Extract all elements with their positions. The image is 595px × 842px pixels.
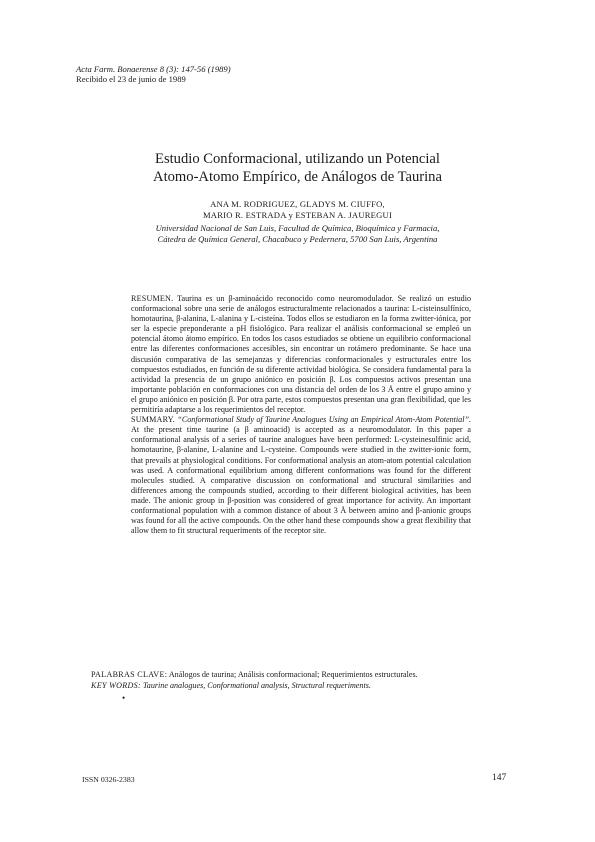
issn: ISSN 0326-2383 — [82, 775, 135, 784]
affiliation-line-1: Universidad Nacional de San Luis, Facultad de Química, Bioquímica y Farmacia, — [155, 223, 440, 233]
affiliation — [0, 223, 595, 245]
palabras-clave-label: PALABRAS CLAVE: — [91, 670, 168, 679]
author-list — [0, 199, 595, 221]
authors-line-2: MARIO R. ESTRADA y ESTEBAN A. JAUREGUI — [202, 210, 393, 220]
palabras-clave-text: Análogos de taurina; Análisis conformacional; Requerimientos estructurales. — [168, 670, 418, 679]
resumen-label: RESUMEN. — [131, 294, 174, 303]
affiliation-line-2: Cátedra de Química General, Chacabuco y Pedernera, 5700 San Luis, Argentina — [157, 234, 438, 244]
abstract-spanish — [131, 294, 471, 415]
summary-text: At the present time taurine (a β aminoacid) is accepted as a neuromodulator. In this paper a conformational analysis of a series of taurine analogues have been performed: L-cysteinesulfinic acid, homotaurine, β-alanine, L-alanine and L-cysteine. Compounds were studied in the zwitter-ionic form, that prevails at physiological conditions. For conformational analysis an atom-atom potential calculation was used. A conformational equilibrium among different conformations was found for the different molecules studied. A comparative discussion on conformational and structural similarities and differences among the compounds studied, according to their different biological activities, has been made. The anionic group in β-position was considered of great importance for activity. An important conformational population with a common distance of about 3 Å between amino and β-anionic groups was found for all the active compounds. On the other hand these compounds show a great flexibility that allow them to fit structural requeriments of the receptor site. — [131, 425, 471, 536]
summary-label: SUMMARY. — [131, 415, 175, 425]
keywords-spanish — [91, 670, 521, 681]
summary-title: “Conformational Study of Taurine Analogues Using an Empirical Atom-Atom Potential”. — [177, 415, 471, 425]
page-number: 147 — [492, 773, 507, 783]
keywords-block — [91, 670, 521, 691]
journal-citation: Acta Farm. Bonaerense 8 (3): 147-56 (1989) — [76, 64, 231, 74]
title-line-2: Atomo-Atomo Empírico, de Análogos de Taurina — [153, 169, 442, 185]
resumen-text: Taurina es un β-aminoácido reconocido como neuromodulador. Se realizó un estudio conformacional sobre una serie de análogos estructuralmente relacionados a taurina: L-cisteinsulfínico, homotaurina, β-alanina, L-alanina y L-cisteína. Todos ellos se estudiaron en la forma zwitter-iónica, por ser la especie preponderante a pH fisiológico. Para realizar el análisis conformacional se empleó un potencial átomo átomo empírico. En todos los casos estudiados se obtiene un equilibrio conformacional entre las diferentes conformaciones accesibles, sin encontrar un rotámero predominante. Se hace una discusión comparativa de las semejanzas y diferencias conformacionales y estructurales entre los compuestos estudiados, en función de su diferente actividad biológica. Se considera fundamental para la actividad la presencia de un grupo aniónico en posición β. Los compuestos activos presentan una importante población en conformaciones con una distancia del orden de los 3 Å entre el grupo amino y el grupo aniónico en posición β. Por otra parte, estos compuestos presentan una gran flexibilidad, que les permitiría adaptarse a los requerimientos del receptor. — [131, 294, 471, 415]
abstract-block — [131, 294, 471, 536]
title-line-1: Estudio Conformacional, utilizando un Potencial — [155, 151, 440, 167]
keywords-english — [91, 681, 521, 692]
article-title — [0, 150, 595, 186]
bullet-mark: • — [122, 693, 126, 703]
key-words-label: KEY WORDS: — [91, 680, 141, 690]
key-words-text: Taurine analogues, Conformational analysis, Structural requeriments. — [143, 680, 371, 690]
abstract-english — [131, 415, 471, 536]
journal-header — [76, 64, 231, 84]
received-date: Recibido el 23 de junio de 1989 — [76, 74, 186, 84]
authors-line-1: ANA M. RODRIGUEZ, GLADYS M. CIUFFO, — [210, 199, 385, 209]
